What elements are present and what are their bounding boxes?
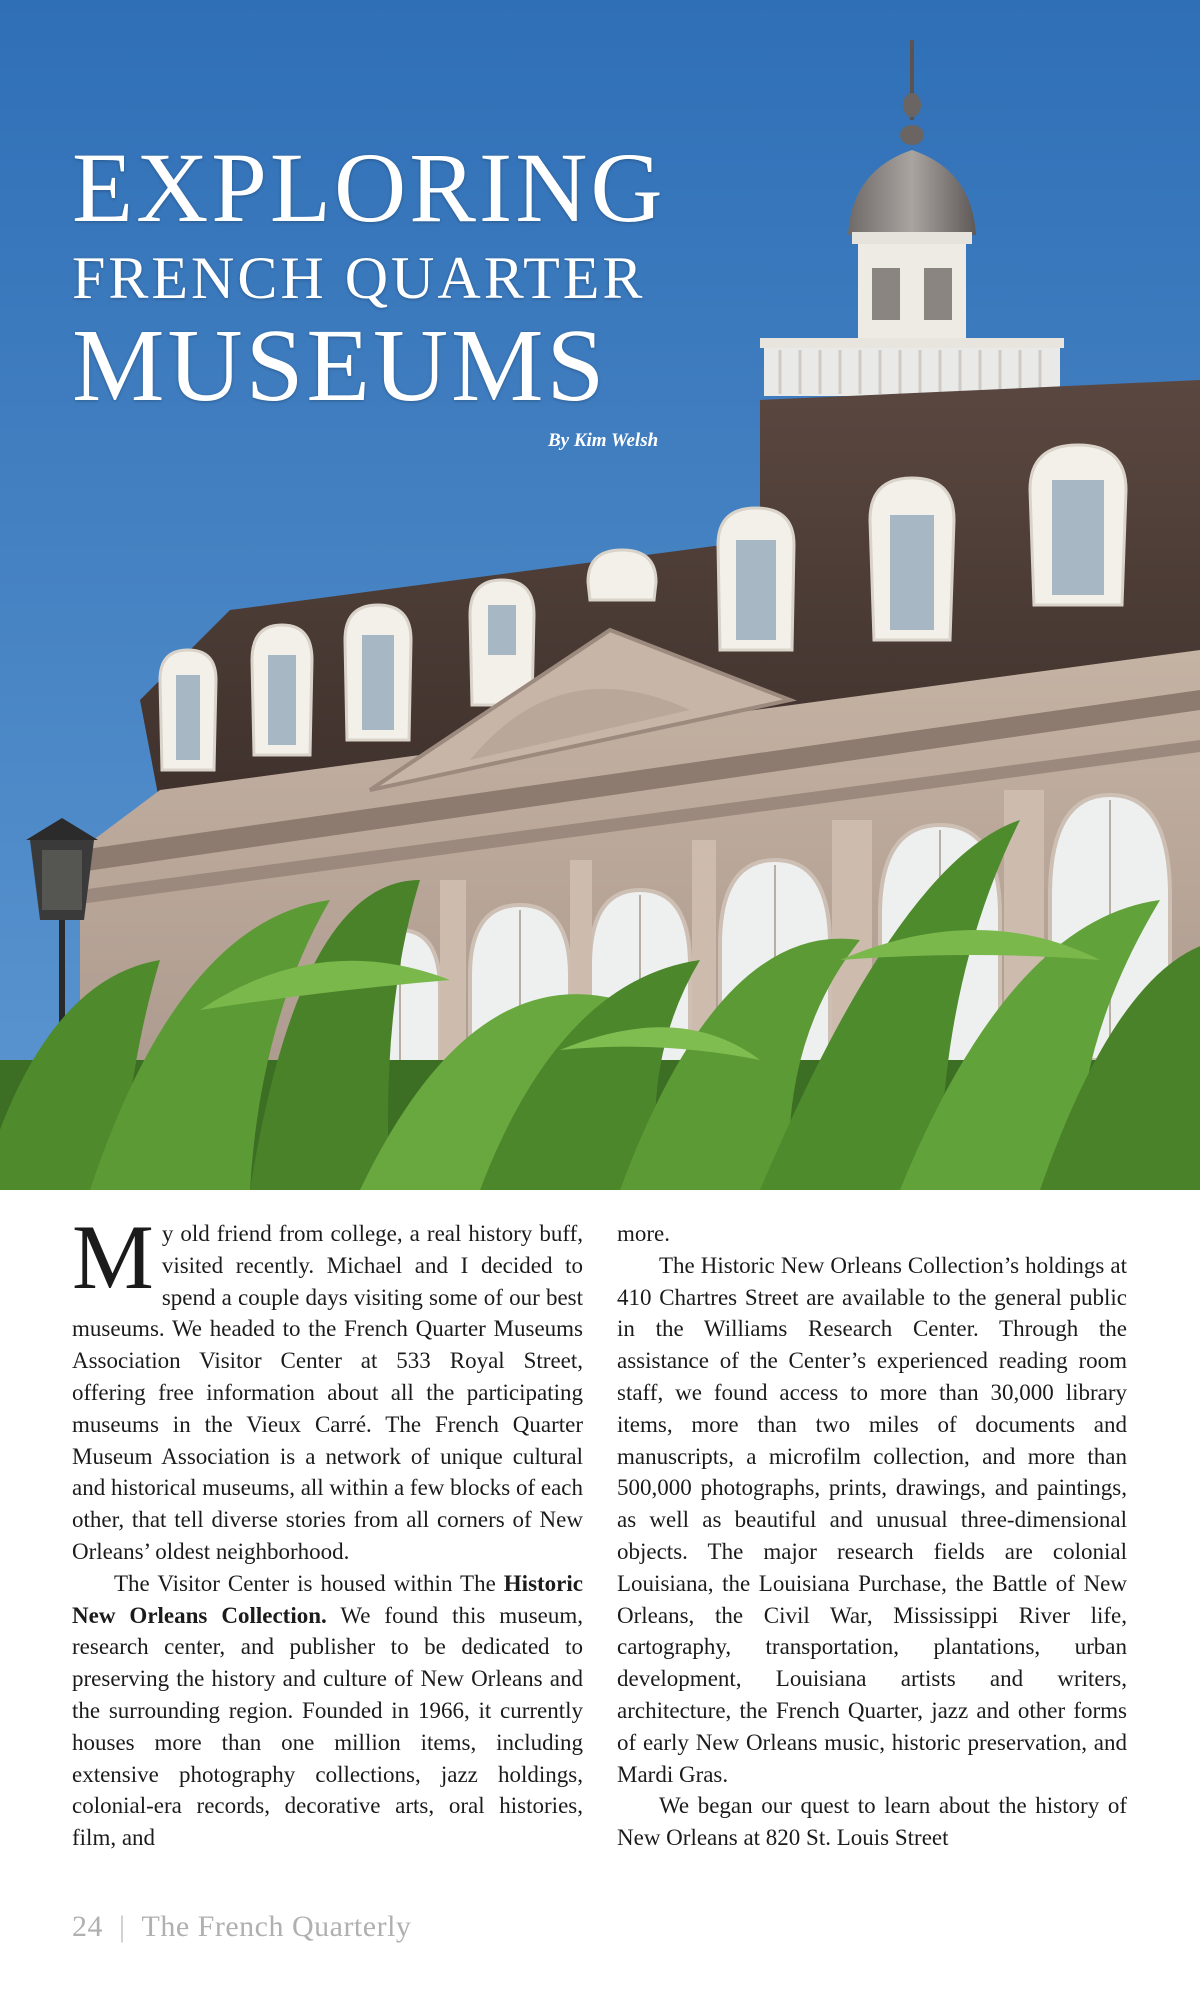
page-number: 24 <box>72 1910 103 1943</box>
drop-cap: M <box>72 1206 154 1308</box>
paragraph-intro <box>72 1206 583 1568</box>
paragraph-text: The Visitor Center is housed within The <box>114 1570 504 1596</box>
title-line-exploring: EXPLORING <box>72 132 666 243</box>
title-line-museums: MUSEUMS <box>72 308 608 423</box>
page-footer <box>72 1910 411 1944</box>
paragraph-visitor-center <box>72 1568 583 1854</box>
paragraph-holdings: The Historic New Orleans Collection’s holdings at 410 Chartres Street are available to the general public in the Williams Research Center. Through the assistance of the Center’s experienced reading room staff, we found access to more than 30,000 library items, more than two miles of documents and manuscripts, a microfilm collection, and more than 500,000 photographs, prints, drawings, and paintings, as well as beautiful and unusual three-dimensional objects. The major research fields are colonial Louisiana, the Louisiana Purchase, the Battle of New Orleans, the Civil War, Mississippi River life, cartography, transportation, plantations, urban development, Louisiana artists and writers, architecture, the French Quarter, jazz and other forms of early New Orleans music, historic preservation, and Mardi Gras. <box>617 1252 1127 1787</box>
paragraph-text: We found this museum, research center, and publisher to be dedicated to preserving the history and culture of New Orleans and the surrounding region. Founded in 1966, it currently houses more than one million items, including extensive photography collections, jazz holdings, colonial-era records, decorative arts, oral histories, film, and <box>72 1602 583 1851</box>
byline: By Kim Welsh <box>548 430 659 451</box>
paragraph-continued: more. <box>617 1221 671 1246</box>
paragraph-intro-text: y old friend from college, a real history buff, visited recently. Michael and I decided to spend a couple days visiting some of our best museums. We headed to the French Quarter Museums Association Visitor Center at 533 Royal Street, offering free information about all the participating museums in the Vieux Carré. The French Quarter Museum Association is a network of unique cultural and historical museums, all within a few blocks of each other, that tell diverse stories from all corners of New Orleans’ oldest neighborhood. <box>72 1221 583 1564</box>
hnoc-name: Historic New Orleans Collection. <box>72 1570 583 1628</box>
paragraph-quest: We began our quest to learn about the history of New Orleans at 820 St. Louis Street <box>617 1793 1127 1851</box>
publication-name: The French Quarterly <box>141 1910 412 1943</box>
title-line-french-quarter: FRENCH QUARTER <box>72 245 646 311</box>
article-column-right <box>617 1218 1127 1854</box>
article-column-left <box>72 1206 583 1854</box>
article-title <box>72 132 732 423</box>
footer-separator: | <box>119 1910 126 1943</box>
